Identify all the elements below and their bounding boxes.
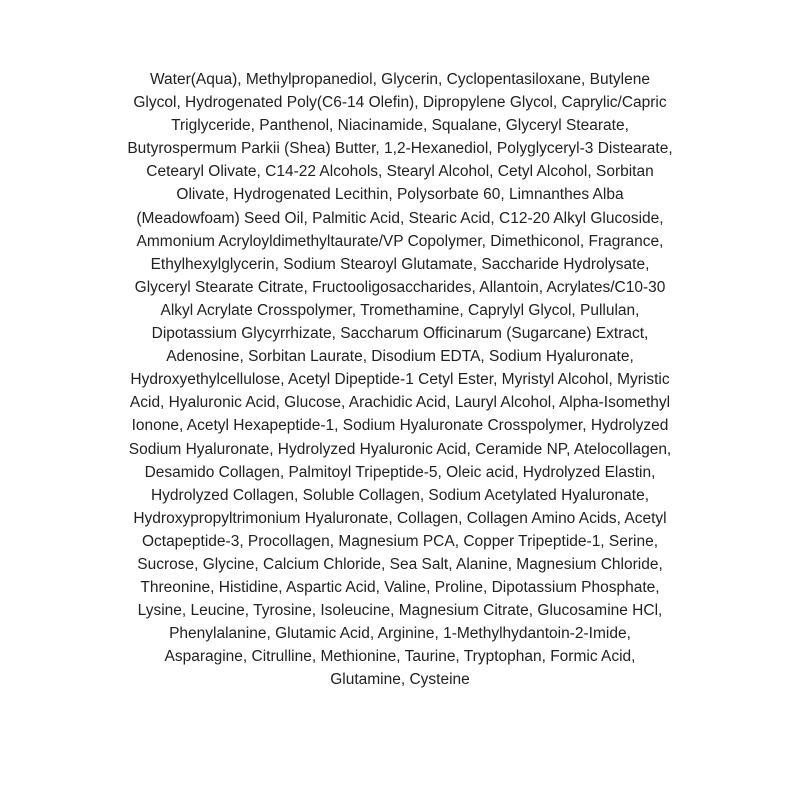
ingredients-line: Ionone, Acetyl Hexapeptide-1, Sodium Hyaluronate Crosspolymer, Hydrolyzed [131, 417, 669, 435]
ingredients-line: Hydroxypropyltrimonium Hyaluronate, Collagen, Collagen Amino Acids, Acetyl [133, 509, 667, 527]
ingredients-line: Sodium Hyaluronate, Hydrolyzed Hyaluronic Acid, Ceramide NP, Atelocollagen, [128, 440, 672, 458]
ingredients-line: Hydrolyzed Collagen, Soluble Collagen, Sodium Acetylated Hyaluronate, [150, 486, 649, 504]
ingredients-line: Triglyceride, Panthenol, Niacinamide, Squalane, Glyceryl Stearate, [171, 117, 629, 135]
ingredients-line: Threonine, Histidine, Aspartic Acid, Valine, Proline, Dipotassium Phosphate, [140, 579, 660, 597]
ingredients-line: Asparagine, Citrulline, Methionine, Taurine, Tryptophan, Formic Acid, [164, 648, 636, 666]
ingredients-line: Desamido Collagen, Palmitoyl Tripeptide-5, Oleic acid, Hydrolyzed Elastin, [144, 463, 656, 481]
ingredients-line: Olivate, Hydrogenated Lecithin, Polysorbate 60, Limnanthes Alba [176, 186, 624, 204]
ingredients-line: Glutamine, Cysteine [330, 671, 470, 689]
ingredients-line: Ethylhexylglycerin, Sodium Stearoyl Glutamate, Saccharide Hydrolysate, [150, 255, 650, 273]
ingredients-line: Dipotassium Glycyrrhizate, Saccharum Officinarum (Sugarcane) Extract, [151, 325, 649, 343]
ingredients-line: Butyrospermum Parkii (Shea) Butter, 1,2-Hexanediol, Polyglyceryl-3 Distearate, [127, 140, 673, 158]
ingredients-line: Lysine, Leucine, Tyrosine, Isoleucine, Magnesium Citrate, Glucosamine HCl, [137, 602, 663, 620]
ingredients-line: Cetearyl Olivate, C14-22 Alcohols, Stearyl Alcohol, Cetyl Alcohol, Sorbitan [146, 163, 654, 181]
ingredients-line: Phenylalanine, Glutamic Acid, Arginine, 1-Methylhydantoin-2-Imide, [169, 625, 631, 643]
ingredients-line: Acid, Hyaluronic Acid, Glucose, Arachidic Acid, Lauryl Alcohol, Alpha-Isomethyl [129, 394, 671, 412]
ingredients-line: Glyceryl Stearate Citrate, Fructooligosaccharides, Allantoin, Acrylates/C10-30 [134, 278, 666, 296]
ingredients-line: Ammonium Acryloyldimethyltaurate/VP Copolymer, Dimethiconol, Fragrance, [136, 232, 664, 250]
ingredients-line: Alkyl Acrylate Crosspolymer, Tromethamine, Caprylyl Glycol, Pullulan, [160, 301, 640, 319]
ingredients-list [40, 68, 760, 692]
ingredients-line: Sucrose, Glycine, Calcium Chloride, Sea Salt, Alanine, Magnesium Chloride, [137, 555, 663, 573]
ingredients-line: Water(Aqua), Methylpropanediol, Glycerin, Cyclopentasiloxane, Butylene [150, 71, 650, 88]
ingredients-line: Adenosine, Sorbitan Laurate, Disodium EDTA, Sodium Hyaluronate, [166, 348, 634, 366]
ingredients-line: (Meadowfoam) Seed Oil, Palmitic Acid, Stearic Acid, C12-20 Alkyl Glucoside, [136, 209, 664, 227]
ingredients-line: Octapeptide-3, Procollagen, Magnesium PCA, Copper Tripeptide-1, Serine, [141, 532, 659, 550]
ingredients-line: Glycol, Hydrogenated Poly(C6-14 Olefin), Dipropylene Glycol, Caprylic/Capric [133, 94, 667, 112]
ingredients-line: Hydroxyethylcellulose, Acetyl Dipeptide-1 Cetyl Ester, Myristyl Alcohol, Myristic [130, 371, 670, 389]
